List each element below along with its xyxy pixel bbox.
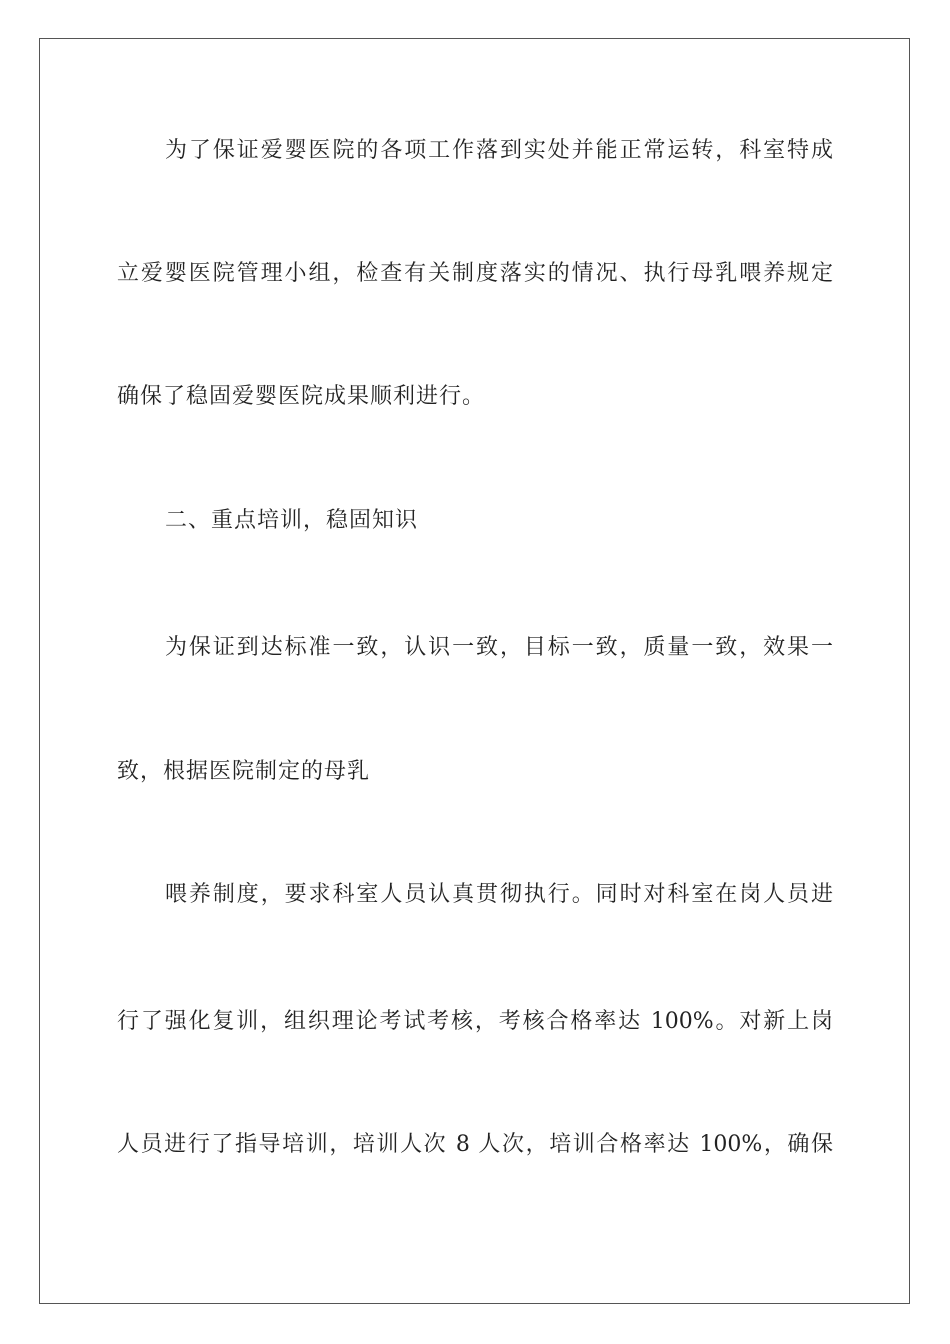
paragraph-1-line-1: 为了保证爱婴医院的各项工作落到实处并能正常运转，科室特成 bbox=[165, 138, 833, 163]
paragraph-1-line-3: 确保了稳固爱婴医院成果顺利进行。 bbox=[117, 384, 486, 409]
paragraph-1-line-2: 立爱婴医院管理小组，检查有关制度落实的情况、执行母乳喂养规定 bbox=[117, 261, 833, 286]
page-border bbox=[39, 38, 910, 1304]
paragraph-3-line-1: 喂养制度，要求科室人员认真贯彻执行。同时对科室在岗人员进 bbox=[165, 882, 833, 907]
paragraph-2-line-2: 致，根据医院制定的母乳 bbox=[117, 759, 371, 784]
paragraph-3-line-2: 行了强化复训，组织理论考试考核，考核合格率达 100%。对新上岗 bbox=[117, 1009, 833, 1034]
section-heading: 二、重点培训，稳固知识 bbox=[165, 508, 419, 533]
paragraph-2-line-1: 为保证到达标准一致，认识一致，目标一致，质量一致，效果一 bbox=[165, 635, 833, 660]
paragraph-3-line-3: 人员进行了指导培训，培训人次 8 人次，培训合格率达 100%，确保 bbox=[117, 1132, 833, 1157]
